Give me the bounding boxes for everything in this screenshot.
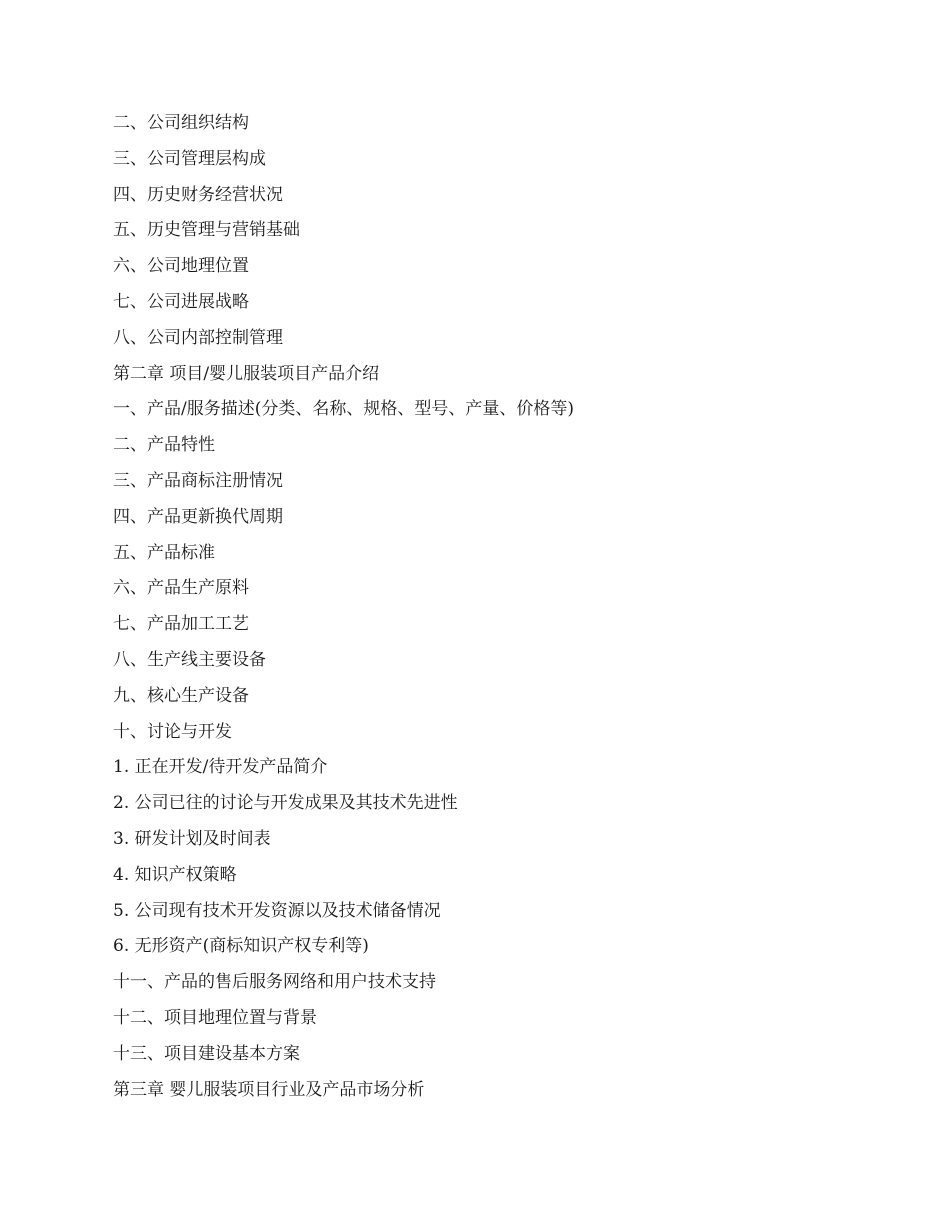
toc-subitem: 2. 公司已往的讨论与开发成果及其技术先进性 [113,793,458,814]
toc-line: 九、核心生产设备 [113,685,249,706]
toc-line: 一、产品/服务描述(分类、名称、规格、型号、产量、价格等) [113,399,574,420]
toc-subitem: 5. 公司现有技术开发资源以及技术储备情况 [113,900,441,921]
toc-line: 八、公司内部控制管理 [113,327,283,348]
toc-line: 五、产品标准 [113,542,215,563]
toc-line: 十二、项目地理位置与背景 [113,1007,317,1028]
toc-line: 三、公司管理层构成 [113,148,266,169]
toc-subitem: 3. 研发计划及时间表 [113,828,271,849]
toc-line: 二、产品特性 [113,435,215,456]
toc-line: 四、历史财务经营状况 [113,184,283,205]
toc-line: 十、讨论与开发 [113,721,232,742]
table-of-contents [113,106,893,1108]
toc-subitem: 1. 正在开发/待开发产品简介 [113,757,328,778]
toc-line: 六、公司地理位置 [113,256,249,277]
chapter-heading: 第二章 项目/婴儿服装项目产品介绍 [113,363,380,384]
chapter-heading: 第三章 婴儿服装项目行业及产品市场分析 [113,1079,425,1100]
toc-subitem: 6. 无形资产(商标知识产权专利等) [113,936,369,957]
toc-line: 十一、产品的售后服务网络和用户技术支持 [113,972,436,993]
toc-line: 六、产品生产原料 [113,578,249,599]
toc-line: 四、产品更新换代周期 [113,506,283,527]
toc-subitem: 4. 知识产权策略 [113,864,237,885]
toc-line: 十三、项目建设基本方案 [113,1043,300,1064]
toc-line: 二、公司组织结构 [113,113,249,133]
toc-line: 八、生产线主要设备 [113,649,266,670]
toc-line: 五、历史管理与营销基础 [113,220,300,241]
toc-line: 三、产品商标注册情况 [113,470,283,491]
toc-line: 七、产品加工工艺 [113,614,249,635]
toc-line: 七、公司进展战略 [113,291,249,312]
